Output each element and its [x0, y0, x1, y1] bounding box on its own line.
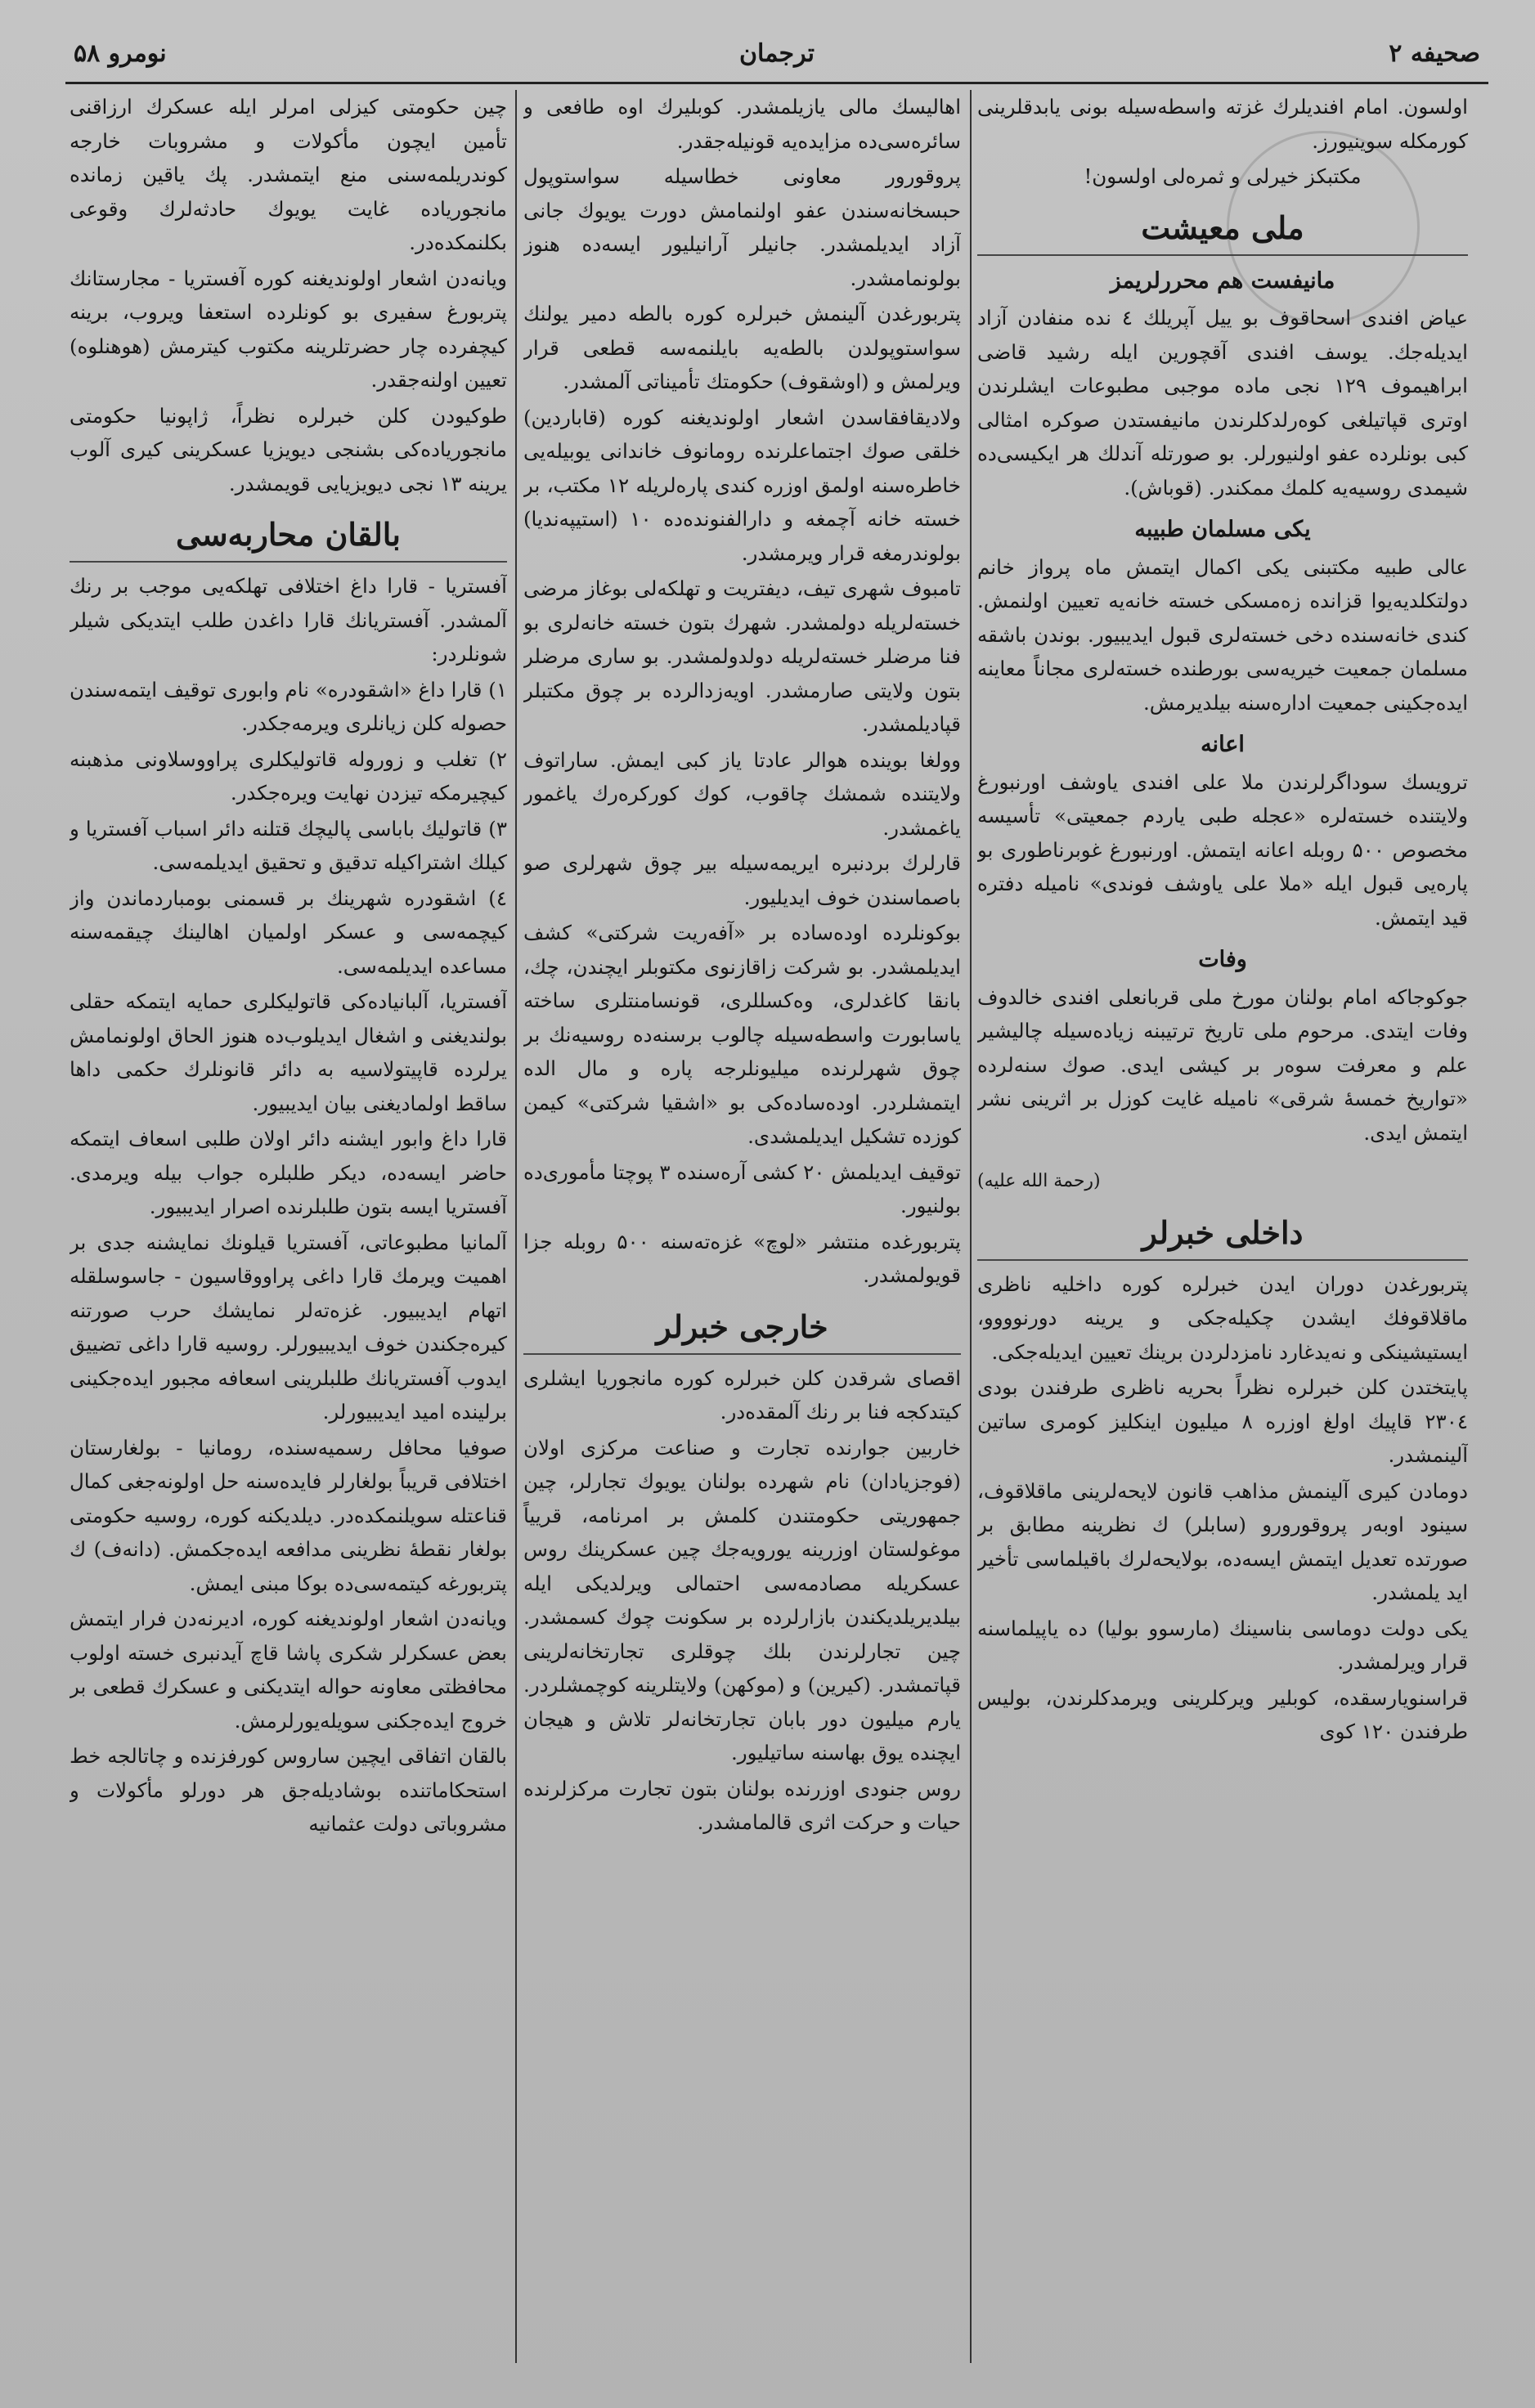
news-item: خاربین جوارنده تجارت و صناعت مركزی اولان (فوجزیادان) نام شهرده بولنان یویوك تجارلر، چین جمهوریتی حكومتندن كلمش بر امرنامه، قرییاً موغولستان اوزرینه یورویه‌جك چین عسكرینك روس عسكریله مصادمه‌سی احتمالی ویرلدیكی ایله بیلدیریلدیكندن بازارلرده بر سكونت چوك كسمشدر. چین تجارلرندن بلك چوقلری تجارتخانه‌لرینی قپاتمشدر. (كیرین) و (موكهن) ولایتلرینه كوچمشلردر. یارم میلیون دور بابان تجارتخانه‌لر تلاش و هیجان ایچنده یوق بهاسنه ساتیلیور. — [523, 1435, 961, 1765]
middle-column — [523, 90, 961, 2363]
scan-edge-mark — [7, 131, 31, 523]
news-item: بوكونلرده اوده‌ساده بر «آفه‌ریت شركتی» كشف ایدیلمشدر. بو شركت زاقازنوی مكتوبلر ایچندن، چك، بانقا كاغدلری، وه‌كسللری، قونسامنتلری ساخته یاسابورت واسطه‌سیله چالوب برسنه‌ده روسیه‌نك بر چوق شهرلرنده میلیونلرجه پاره و مال الده ایتمشلردر. اوده‌ساده‌كی بو «اشقیا شركتی» كیمن كوزده تشكیل ایدیلمشدی. — [523, 921, 961, 1148]
news-item: پتربورغدن آلینمش خبرلره كوره بالطه دمیر یولنك سواستوپولدن بالطه‌یه بایلنمه‌سه قطعی قرار ویرلمش و (اوشقوف) حكومتك تأمیناتی آلمشدر. — [523, 302, 961, 393]
news-item: روس جنودی اوزرنده بولنان بتون تجارت مركزلرنده حیات و حركت اثری قالمامشدر. — [523, 1776, 961, 1834]
column-divider — [515, 90, 517, 2363]
news-item: دومادن كیری آلینمش مذاهب قانون لایحه‌لرینی ماقلاقوف، سینود اوبه‌ر پروقورورو (سابلر) ك نظرینه مطابق بر صورتده تعدیل ایتمش ایسه‌ده، بولایحه‌لرك باقیلماسی تأخیر اید یلمشدر. — [977, 1478, 1468, 1604]
news-item: ۳) قاتولیك باباسی پالیچك قتلنه دائر اسباب آفستریا و كیلك اشتراكیله تدقیق و تحقیق ایدیلمه‌سی. — [70, 816, 507, 874]
obituary-signoff: (رحمة الله علیه) — [977, 1171, 1101, 1191]
news-item: اقصای شرقدن كلن خبرلره كوره مانجوریا ایشلری كیتدكجه فنا بر رنك آلمقده‌در. — [523, 1365, 961, 1424]
news-item: آفستریا - قارا داغ اختلافی تهلكه‌یی موجب بر رنك آلمشدر. آفستریانك قارا داغدن طلب ایتدیكی شیلر شونلردر: — [70, 574, 507, 666]
news-item: پایتختدن كلن خبرلره نظراً بحریه ناظری طرفندن بودی ۲۳۰٤ قاپیك اولغ اوزره ۸ میلیون اینكلیز كومری ساتین آلینمشدر. — [977, 1375, 1468, 1467]
intro-wish: مكتبكز خیرلی و ثمره‌لی اولسون! — [1084, 164, 1362, 188]
section-title-balkan-war: بالقان محاربه‌سی — [70, 512, 507, 563]
news-item: ٤) اشقودره شهرینك بر قسمنی بومباردماندن واز كیچمه‌سی و عسكر اولمیان اهالینك چیقمه‌سنه مساعده ایدیلمه‌سی. — [70, 886, 507, 978]
news-item: پروقورور معاونی خطاسیله سواستوپول حبسخانه‌سندن عفو اولنمامش دورت یویوك جانی آزاد ایدیلمشدر. جانیلر آرانیلیور ایسه‌ده هنوز بولونمامشدر. — [523, 164, 961, 290]
column-divider — [970, 90, 972, 2363]
news-item: صوفیا محافل رسمیه‌سنده، رومانیا - بولغارستان اختلافی قریباً بولغارلر فایده‌سنه حل اولونه‌جغی كمال قناعتله سویلنمكده‌در. دیلدیكنه كوره، روسیه حكومتی بولغار نقطهٔ نظرینی مدافعه ایده‌جكمش. (دانه‌ف) ك پتربورغه كیتمه‌سی‌ده بوكا مبنی ایمش. — [70, 1435, 507, 1595]
news-item: قراسنویارسقده، كوبلیر ویركلرینی ویرمدكلرندن، بولیس طرفندن ۱۲۰ كوی — [977, 1685, 1468, 1743]
news-item: ویانه‌دن اشعار اولوندیغنه كوره آفستریا - مجارستانك پتربورغ سفیری بو كونلرده استعفا ویروب، برینه كیچفرده چار حضرتلرینه مكتوب كیترمش (هوهنلوه) تعیین اولنه‌جقدر. — [70, 266, 507, 392]
news-item: اهالیسك مالی یازیلمشدر. كوبلیرك اوه‌ طافعی و سائره‌سی‌ده مزایده‌یه قونیله‌جقدر. — [523, 95, 961, 153]
page-header — [65, 33, 1488, 84]
news-item: طوكیودن كلن خبرلره نظراً، ژاپونیا حكومتی مانجوریاده‌كی بشنجی دیویزیا عسكرینی كیری آلوب یرینه ۱۳ نجی دیویزیایی قویمشدر. — [70, 403, 507, 496]
subhead-manifesto: مانیفست هم محررلریمز — [1110, 267, 1335, 294]
news-item: قارا داغ وابور ایشنه دائر اولان طلبی اسعاف ایتمكه حاضر ایسه‌ده، دیكر طلبلره جواب بیله ویرمدی. آفستریا ایسه بتون طلبلرنده اصرار ایدیبیور. — [70, 1127, 507, 1218]
news-item: آفستریا، آلبانیاده‌كی قاتولیكلری حمایه ایتمكه حقلی بولندیغنی و اشغال ایدیلوب‌ده هنوز الحاق اولونمامش یرلرده قاپیتولاسیه‌ به دائر قانونلرك حكمی داها ساقط اولمادیغنی بیان ایدیبیور. — [70, 989, 507, 1115]
section-title-national-life: ملی معیشت — [977, 205, 1468, 256]
news-item: توقیف ایدیلمش ۲۰ كشی آره‌سنده ۳ پوچتا مأموری‌ده بولنیور. — [523, 1159, 961, 1217]
news-item: پتربورغدن دوران ایدن خبرلره كوره داخلیه ناظری ماقلاقوفك ایشدن چكیله‌جكی و یرینه دورنوووو، ایستیشینكی و نه‌یدغارد نامزدلردن برینك تعیین ایدیله‌جكی. — [977, 1271, 1468, 1364]
subhead-obituary: وفات — [1198, 947, 1247, 972]
news-item: ۱) قارا داغ «اشقودره» نام وابوری توقیف ایتمه‌سندن حصوله كلن زیانلری ویرمه‌جكدر. — [70, 677, 507, 735]
news-item: ۲) تغلب و زوروله قاتولیكلری پراووسلاونی مذهبنه كیچیرمكه تیزدن نهایت ویره‌جكدر. — [70, 747, 507, 805]
news-item: ویانه‌دن اشعار اولوندیغنه كوره، ادیرنه‌دن فرار ایتمش بعض عسكرلر شكری پاشا قاچ آیدنبری خسته اولوب محافظتی معاونه حواله ایتدیكنی و عسكرك قطعی بر خروج ایده‌جكنی سویله‌یورلرمش. — [70, 1607, 507, 1733]
news-item: وولغا بوینده هوالر عادتا یاز كبی ایمش. ساراتوف ولایتنده شمشك چاقوب، كوك كوركره‌رك یاغمور یاغمشدر. — [523, 747, 961, 840]
section-title-foreign-news: خارجی خبرلر — [523, 1304, 961, 1355]
page-number-label: صحیفه ۲ — [1389, 39, 1480, 68]
subhead-new-doctor: یكی مسلمان طبیبه — [1134, 517, 1311, 542]
news-item: تامبوف شهری تیف، دیفتریت و تهلكه‌لی بوغاز مرضی خسته‌لریله دولمشدر. شهرك بتون خسته خانه‌لری بو فنا مرضلر خسته‌لریله دولدولمشدر. بو ساری مرضلر بتون ولایتی صارمشدر. اویه‌زدالرده بر چوق مكتبلر قپادیلمشدر. — [523, 576, 961, 736]
masthead-title: ترجمان — [739, 39, 815, 68]
section-title-domestic-news: داخلی خبرلر — [977, 1210, 1468, 1261]
article-paragraph: عالی طبیه مكتبنی یكی اكمال ایتمش ماه پرواز خانم دولتكلدیه‌یوا قزانده زه‌مسكی خسته خانه‌یه تعیین اولنمش. كندی خانه‌سنده دخی خسته‌لری قبول ایدیبیور. بوندن باشقه مسلمان جمعیت خیریه‌سی بورطنده خسته‌لری مجاناً معاینه ایده‌جكینی جمعیت اداره‌سنه بیلدیرمش. — [977, 554, 1468, 715]
right-column — [977, 90, 1468, 2363]
article-paragraph: ترویسك سوداگرلرندن ملا علی افندی یاوشف اورنبورغ ولایتنده خسته‌لره «عجله طبی یاردم جمعیتی» تأسیسه مخصوص ۵۰۰ روبله اعانه ایتمش. اورنبورغ غوبرناطوری بو پاره‌یی قبول ایله «ملا علی یاوشف فوندی» نامیله دفتره قید ایتمش. — [977, 769, 1468, 930]
news-item: چین حكومتی كیزلی امرلر ایله عسكرك ارزاقنی تأمین ایچون مأكولات و مشروبات خارجه كوندریلمه‌سنی منع ایتمشدر. پك یاقین زمانده مانجوریاده غایت یویوك حادثه‌لرك وقوعی بكلنمكده‌در. — [70, 95, 507, 254]
article-paragraph: عیاض افندی اسحاقوف بو ییل آپریلك ٤ نده منفادن آزاد ایدیله‌جك. یوسف افندی آقچورین ایله رشید قاضی ابراهیموف ۱۲۹ نجی ماده موجبی مطبوعات ایشلرندن اوتری قپاتیلغی كوه‌رلدكلرندن مانیفستدن صوكره امثالی كبی بونلرده عفو اولنیورلر. بو صورتله آندلك هر ایكیسی‌ده شیمدی روسیه‌یه كلمك ممكندر. (قوباش). — [977, 306, 1468, 500]
intro-paragraph: اولسون. امام افندیلرك غزته واسطه‌سیله بونی یابدقلرینی كورمكله سوینیورز. — [977, 95, 1468, 153]
news-item: یكی دولت دوماسی بناسینك (مارسوو بولیا) ده یاپیلماسنه قرار ویرلمشدر. — [977, 1616, 1468, 1674]
news-item: آلمانیا مطبوعاتی، آفستریا قیلونك نمایشنه جدی بر اهمیت ویرمك قارا داغی پراووقاسیون - جاسوسلقله اتهام ایدیبیور. غزه‌ته‌لر نمایشك حرب صورتنه كیره‌جكندن خوف ایدیبیورلر. روسیه قارا داغی تضییق ایدوب آفستریانك طلبلرینی اسعافه مجبور ایده‌جكینی برلینده امید ایدیبیورلر. — [70, 1230, 507, 1424]
subhead-donation: اعانه — [1201, 732, 1245, 757]
article-paragraph: جوكوجاكه امام بولنان مورخ ملی قربانعلی افندی خالدوف وفات ایتدی. مرحوم ملی تاریخ ترتیبنه زیاده‌سیله چالیشیر علم و معرفت سوه‌ر بر كیشی ایدی. صوك سنه‌لرده «تواریخ خمسهٔ شرقی» نامیله غایت كوزل بر اثرینی نشر ایتمش ایدی. — [977, 984, 1468, 1145]
issue-number-label: نومرو ۵۸ — [74, 39, 167, 68]
news-item: قارلرك بردنبره ایریمه‌سیله بیر چوق شهرلری صو باصماسندن خوف ایدیلیور. — [523, 851, 961, 909]
news-item: بالقان اتفاقی ایچین ساروس كورفزنده و چاتالجه خط استحكاماتنده بوشادیله‌جق هر دورلو مأكولات و مشروباتی دولت عثمانیه — [70, 1744, 507, 1836]
news-item: ولادیقافقاسدن اشعار اولوندیغنه كوره (قاباردین) خلقی صوك اجتماعلرنده رومانوف خاندانی یوبیله‌یی خاطره‌سنه اولمق اوزره كندی پاره‌لریله ۱۲ مكتب، بر خسته خانه آچمغه و دارالفنونده‌ده ۱۰ (استیپه‌ندیا) بولوندرمغه قرار ویرمشدر. — [523, 405, 961, 565]
left-column — [70, 90, 507, 2363]
news-item: پتربورغده منتشر «لوچ» غزه‌ته‌سنه ۵۰۰ روبله جزا قویولمشدر. — [523, 1229, 961, 1287]
